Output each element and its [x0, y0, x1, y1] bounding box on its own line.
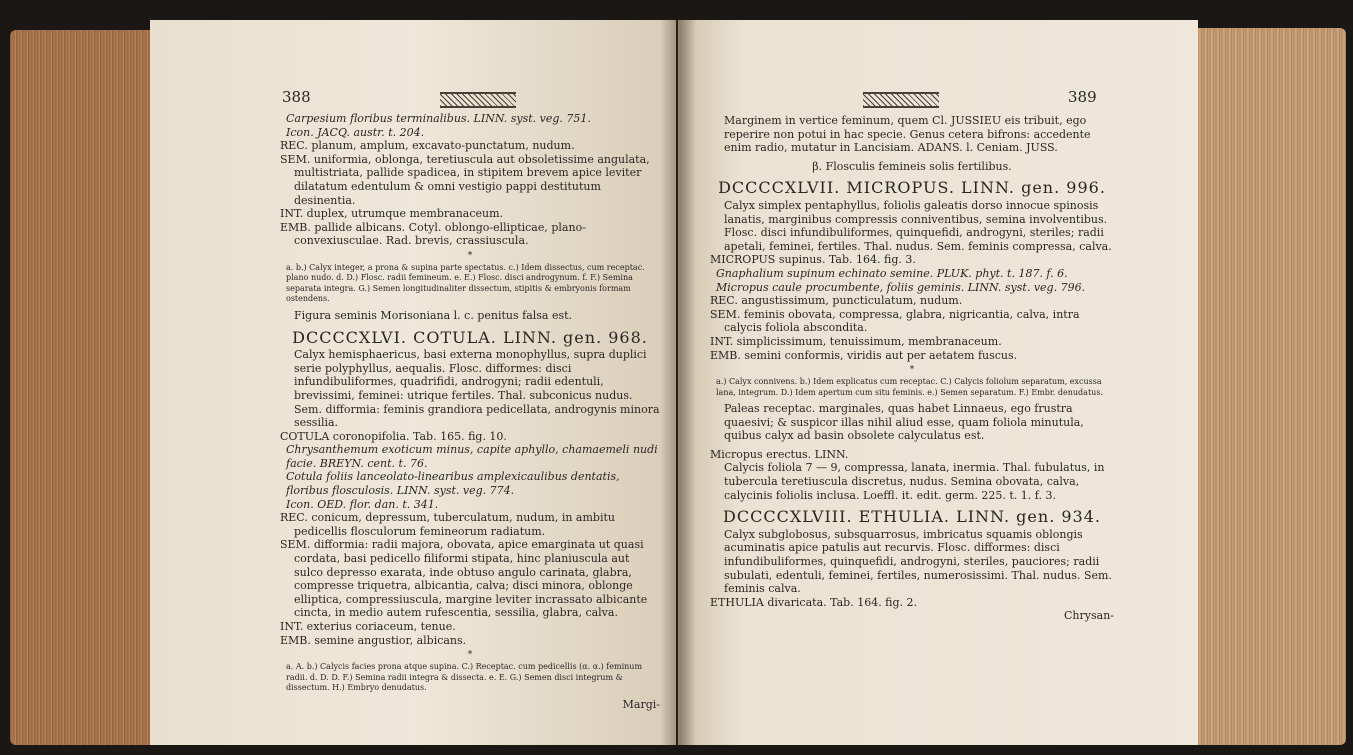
right-text-line: Gnaphalium supinum echinato semine. PLUK. phyt. t. 187. f. 6. — [716, 266, 1068, 280]
right-text-line: MICROPUS supinus. Tab. 164. fig. 3. — [710, 253, 916, 267]
left-text-line: Figura seminis Morisoniana l. c. penitus falsa est. — [294, 308, 573, 322]
right-text-line: Calycis foliola 7 — 9, compressa, lanata, inermia. Thal. fubulatus, in tubercula teretiuscula discretus, nudus. Semina obovata, calva, calycinis foliolis inclusa. Loeffl. it. edit. germ. 225. t. 1. f. 3. — [724, 461, 1105, 502]
right-text-line: EMB. semini conformis, viridis aut per aetatem fuscus. — [710, 348, 1018, 362]
left-page-number: 388 — [282, 88, 311, 106]
right-text-line: Micropus caule procumbente, foliis geminis. LINN. syst. veg. 796. — [716, 280, 1086, 294]
book-gutter — [660, 20, 696, 745]
right-text-line: REC. angustissimum, puncticulatum, nudum. — [710, 294, 963, 308]
right-text-line: INT. simplicissimum, tenuissimum, membranaceum. — [710, 334, 1002, 348]
left-text-line: EMB. semine angustior, albicans. — [280, 633, 467, 647]
left-text-line: Carpesium floribus terminalibus. LINN. syst. veg. 751. — [286, 112, 591, 125]
right-text-line: Paleas receptac. marginales, quas habet Linnaeus, ego frustra quaesivi; & suspicor illas nihil aliud esse, quam foliola minutula, quibus calyx ad basin obsolete calyculatus est. — [724, 402, 1084, 443]
right-text-line: Calyx simplex pentaphyllus, foliolis galeatis dorso innocue spinosis lanatis, marginibus compressis conniventibus, semina involventibus. Flosc. disci infundibuliformes, quinquefidi, androgyni, steriles; radii apetali, feminei, fertiles. Thal. nudus. Sem. feminis compressa, calva. — [724, 198, 1112, 253]
left-page — [150, 20, 676, 745]
left-text-line: SEM. uniformia, oblonga, teretiuscula aut obsoletissime angulata, multistriata, pallide spadicea, in stipitem brevem apice leviter dilatatum edentulum & omni vestigio pappi destitutum desinentia. — [280, 152, 650, 207]
right-page-text — [710, 114, 1114, 623]
right-header-ornament — [863, 92, 939, 108]
right-text-line: ETHULIA divaricata. Tab. 164. fig. 2. — [710, 595, 918, 609]
right-text-line: DCCCCXLVII. MICROPUS. LINN. gen. 996. — [718, 178, 1106, 198]
left-text-line: INT. duplex, utrumque membranaceum. — [280, 207, 504, 221]
left-text-line: a. b.) Calyx integer, a prona & supina parte spectatus. c.) Idem dissectus, cum receptac. plano nudo. d. D.) Flosc. radii femineum. e. E.) Flosc. disci androgynum. f. F.) Semina separata integra. G.) Semen longitudinaliter dissectum, stipitis & embryonis formam ostendens. — [286, 262, 645, 304]
right-page-edges — [1196, 28, 1346, 745]
left-text-line: DCCCCXLVI. COTULA. LINN. gen. 968. — [292, 327, 648, 347]
left-text-line: Chrysanthemum exoticum minus, capite aphyllo, chamaemeli nudi facie. BREYN. cent. t. 76. — [286, 443, 658, 470]
right-text-line: Micropus erectus. LINN. — [710, 447, 849, 461]
left-text-line: REC. conicum, depressum, tuberculatum, nudum, in ambitu pedicellis flosculorum femineorum radiatum. — [280, 511, 615, 538]
right-text-line: β. Flosculis femineis solis fertilibus. — [812, 159, 1012, 173]
right-catchword: Chrysan- — [1064, 609, 1114, 623]
left-text-line: SEM. difformia: radii majora, obovata, apice emarginata ut quasi cordata, basi pedicello filiformi stipata, hinc planiuscula aut sulco depresso exarata, inde obtuso angulo carinata, glabra, compresse triquetra, albicantia, calva; disci minora, oblonge elliptica, compressiuscula, margine leviter incrassato albicante cincta, in medio autem rufescentia, sessilia, glabra, calva. — [280, 538, 648, 620]
left-text-line: * — [467, 650, 473, 661]
left-text-line: * — [467, 250, 473, 261]
left-text-line: COTULA coronopifolia. Tab. 165. fig. 10. — [280, 429, 507, 443]
left-catchword: Margi- — [622, 697, 660, 711]
right-page — [678, 20, 1198, 745]
right-text-line: Marginem in vertice feminum, quem Cl. JUSSIEU eis tribuit, ego reperire non potui in hac specie. Genus cetera bifrons: accedente enim radio, mutatur in Lancisiam. ADANS. l. Ceniam. JUSS. — [724, 114, 1091, 155]
right-text-line: * — [909, 365, 915, 376]
left-header-ornament — [440, 92, 516, 108]
right-page-number: 389 — [1068, 88, 1097, 106]
left-text-line: a. A. b.) Calycis facies prona atque supina. C.) Receptac. cum pedicellis (α. α.) feminum radii. d. D. D. F.) Semina radii integra & dissecta. e. E. G.) Semen disci integrum & dissectum. H.) Embryo denudatus. — [286, 662, 643, 693]
left-text-line: REC. planum, amplum, excavato-punctatum, nudum. — [280, 139, 575, 153]
right-text-line: a.) Calyx connivens. b.) Idem explicatus cum receptac. C.) Calycis foliolum separatum, excussa lana, integrum. D.) Idem apertum cum situ feminis. e.) Semen separatum. F.) Embr. denudatus. — [716, 377, 1103, 397]
right-text-line: DCCCCXLVIII. ETHULIA. LINN. gen. 934. — [723, 507, 1101, 527]
left-page-edges — [10, 30, 150, 745]
left-text-line: Icon. JACQ. austr. t. 204. — [286, 125, 425, 139]
right-text-line: SEM. feminis obovata, compressa, glabra, nigricantia, calva, intra calycis foliola abscondita. — [710, 307, 1080, 335]
left-text-line: INT. exterius coriaceum, tenue. — [280, 620, 456, 633]
left-text-line: EMB. pallide albicans. Cotyl. oblongo-ellipticae, plano-convexiusculae. Rad. brevis, crassiuscula. — [280, 220, 586, 248]
left-text-line: Calyx hemisphaericus, basi externa monophyllus, supra duplici serie polyphyllus, aequalis. Flosc. difformes: disci infundibuliformes, quadrifidi, androgyni; radii edentuli, brevissimi, feminei: utrique fertiles. Thal. subconicus nudus. Sem. difformia: feminis grandiora pedicellata, androgynis minora sessilia. — [294, 348, 660, 430]
left-text-line: Icon. OED. flor. dan. t. 341. — [286, 497, 439, 511]
right-text-line: Calyx subglobosus, subsquarrosus, imbricatus squamis oblongis acuminatis apice patulis aut recurvis. Flosc. difformes: disci infundibuliformes, quinquefidi, androgyni, steriles, pauciores; radii subulati, edentuli, feminei, fertiles, numerosissimi. Thal. nudus. Sem. feminis calva. — [724, 527, 1112, 596]
left-page-text — [280, 112, 660, 711]
left-text-line: Cotula foliis lanceolato-linearibus amplexicaulibus dentatis, floribus flosculosis. LINN. syst. veg. 774. — [286, 470, 620, 498]
